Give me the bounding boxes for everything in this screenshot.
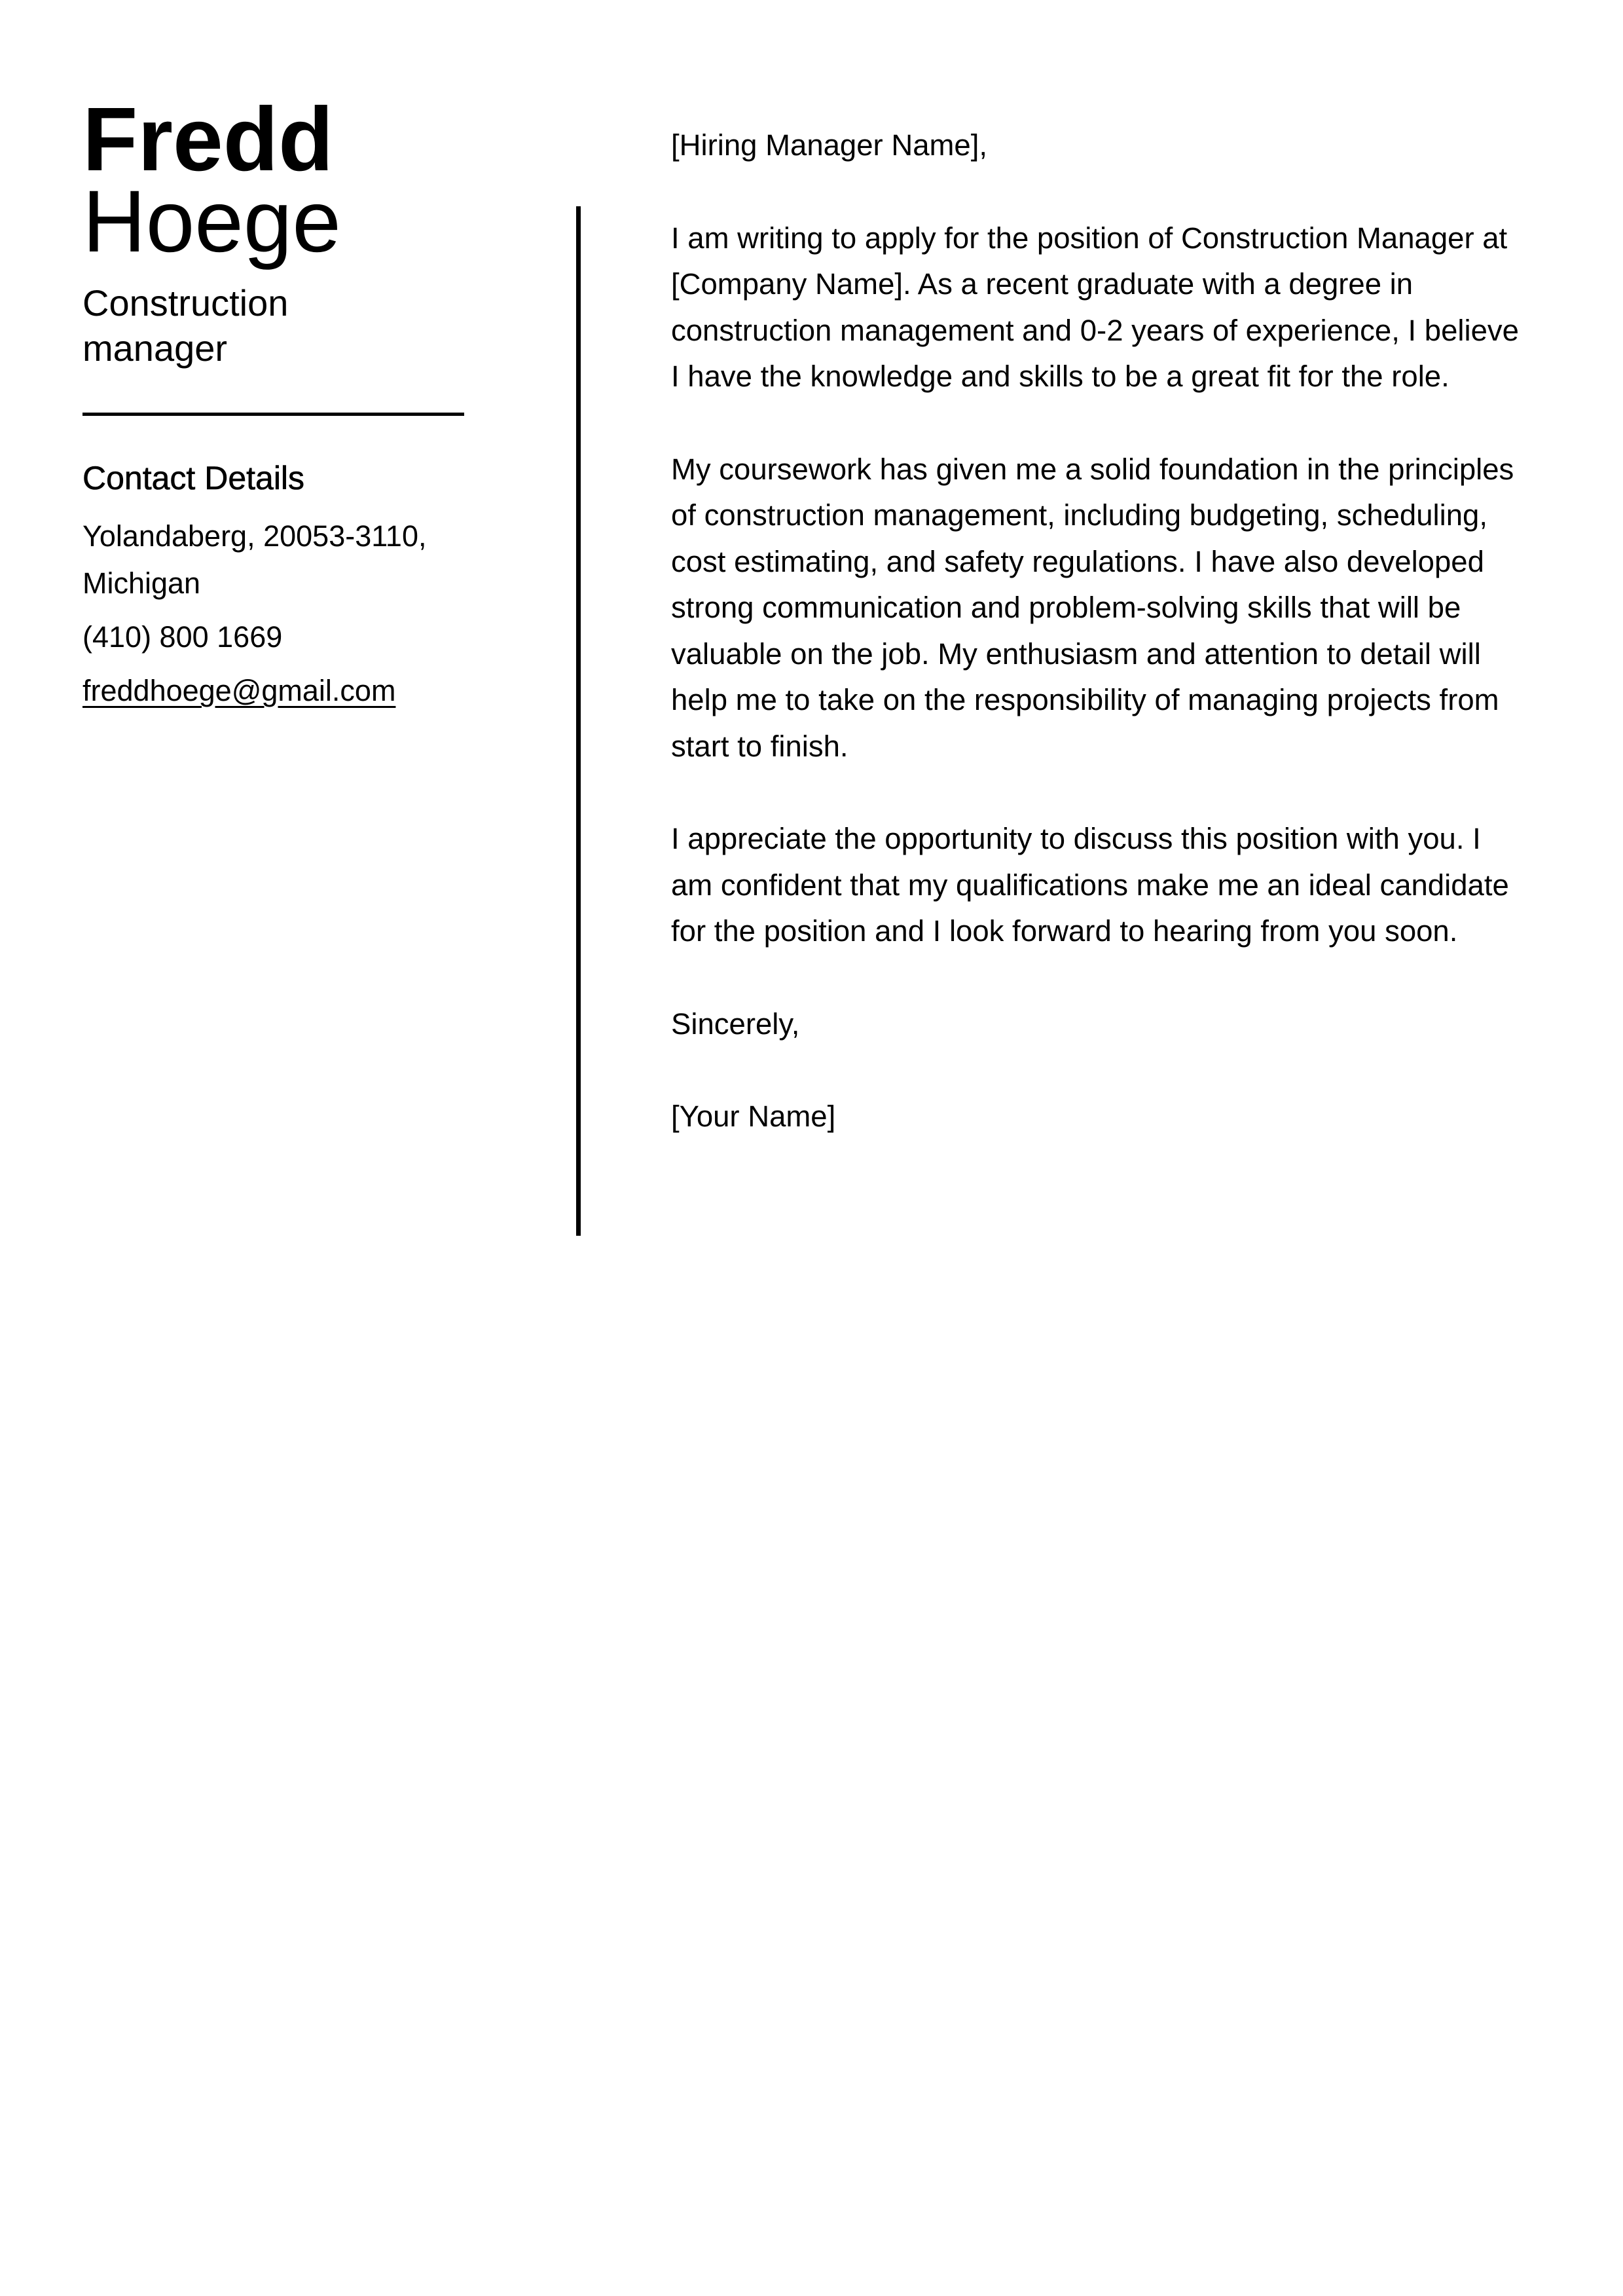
vertical-divider — [576, 206, 581, 1236]
last-name: Hoege — [82, 173, 341, 270]
letter-paragraph: My coursework has given me a solid foundation in the principles of construction management, including budgeting, scheduling, cost estimating, and safety regulations. I have also developed strong communication and problem-solving skills that will be valuable on the job. My enthusiasm and attention to detail will help me to take on the responsibility of managing projects from start to finish. — [671, 452, 1514, 763]
sidebar — [82, 89, 475, 714]
first-name: Fredd — [82, 89, 334, 190]
letter-salutation: [Hiring Manager Name], — [671, 128, 987, 162]
contact-email-link[interactable]: freddhoege@gmail.com — [82, 674, 396, 707]
letter-paragraph: I appreciate the opportunity to discuss this position with you. I am confident that my qualifications make me an ideal candidate for the position and I look forward to hearing from you soon. — [671, 822, 1509, 948]
job-title: Construction manager — [82, 282, 289, 369]
letter-paragraph: I am writing to apply for the position of Construction Manager at [Company Name]. As a recent graduate with a degree in construction management and 0-2 years of experience, I believe I have the knowledge and skills to be a great fit for the role. — [671, 221, 1519, 393]
letter-signature: [Your Name] — [671, 1100, 836, 1133]
contact-address: Yolandaberg, 20053-3110, Michigan — [82, 519, 427, 600]
sidebar-divider — [82, 413, 464, 416]
contact-phone: (410) 800 1669 — [82, 620, 283, 654]
letter-body — [671, 122, 1529, 1140]
letter-closing: Sincerely, — [671, 1007, 800, 1041]
contact-details-heading: Contact Details — [82, 460, 305, 496]
